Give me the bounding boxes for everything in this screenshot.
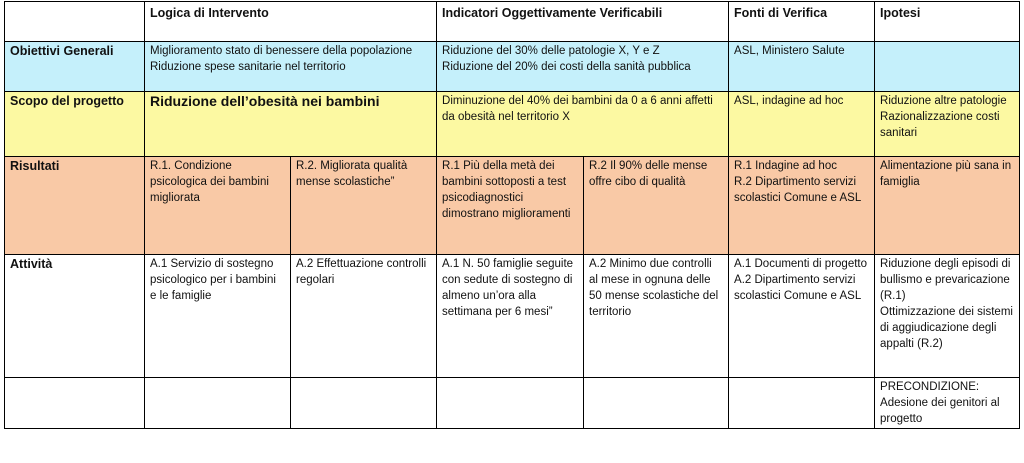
attivita-logica-a2: A.2 Effettuazione controlli regolari xyxy=(291,255,437,378)
row-risultati xyxy=(5,157,1020,255)
row-label-obiettivi: Obiettivi Generali xyxy=(5,42,145,92)
scopo-fonti: ASL, indagine ad hoc xyxy=(729,92,875,157)
header-row xyxy=(5,2,1020,42)
empty-cell xyxy=(584,378,729,429)
row-label-risultati: Risultati xyxy=(5,157,145,255)
risultati-indicatori-r2: R.2 Il 90% delle mense offre cibo di qualità xyxy=(584,157,729,255)
empty-cell xyxy=(145,378,291,429)
row-obiettivi-generali xyxy=(5,42,1020,92)
row-precondizione xyxy=(5,378,1020,429)
logframe-sheet xyxy=(4,1,1020,429)
empty-cell xyxy=(291,378,437,429)
empty-cell xyxy=(729,378,875,429)
obiettivi-indicatori-line: Riduzione del 30% delle patologie X, Y e Z xyxy=(442,45,660,57)
risultati-indicatori-r1: R.1 Più della metà dei bambini sottoposti a test psicodiagnostici dimostrano miglioramenti xyxy=(437,157,584,255)
obiettivi-fonti xyxy=(729,42,875,92)
attivita-ipotesi-line: Ottimizzazione dei sistemi di aggiudicazione degli appalti (R.2) xyxy=(880,306,1013,350)
header-indicatori: Indicatori Oggettivamente Verificabili xyxy=(437,2,729,42)
risultati-logica-r1: R.1. Condizione psicologica dei bambini migliorata xyxy=(145,157,291,255)
attivita-fonti xyxy=(729,255,875,378)
attivita-indicatori-a2: A.2 Minimo due controlli al mese in ognuna delle 50 mense scolastiche del territorio xyxy=(584,255,729,378)
attivita-fonti-line: A.2 Dipartimento servizi scolastici Comune e ASL xyxy=(734,274,862,302)
row-label-scopo: Scopo del progetto xyxy=(5,92,145,157)
attivita-logica-a1: A.1 Servizio di sostegno psicologico per i bambini e le famiglie xyxy=(145,255,291,378)
risultati-logica-r2: R.2. Migliorata qualità mense scolastiche” xyxy=(291,157,437,255)
attivita-indicatori-a1: A.1 N. 50 famiglie seguite con sedute di sostegno di almeno un’ora alla settimana per 6 mesi” xyxy=(437,255,584,378)
row-label-attivita: Attività xyxy=(5,255,145,378)
empty-cell xyxy=(437,378,584,429)
scopo-indicatori: Diminuzione del 40% dei bambini da 0 a 6 anni affetti da obesità nel territorio X xyxy=(437,92,729,157)
risultati-fonti xyxy=(729,157,875,255)
attivita-ipotesi-line: Riduzione degli episodi di bullismo e prevaricazione (R.1) xyxy=(880,258,1011,302)
obiettivi-fonti-line: ASL, Ministero Salute xyxy=(734,45,845,57)
obiettivi-logica-line: Miglioramento stato di benessere della popolazione xyxy=(150,45,413,57)
row-attivita xyxy=(5,255,1020,378)
attivita-fonti-line: A.1 Documenti di progetto xyxy=(734,258,867,270)
header-fonti: Fonti di Verifica xyxy=(729,2,875,42)
obiettivi-logica-line: Riduzione spese sanitarie nel territorio xyxy=(150,61,346,73)
header-corner xyxy=(5,2,145,42)
obiettivi-indicatori-line: Riduzione del 20% dei costi della sanità pubblica xyxy=(442,61,691,73)
obiettivi-ipotesi xyxy=(875,42,1020,92)
scopo-ipotesi-line: Riduzione altre patologie xyxy=(880,95,1007,107)
empty-cell xyxy=(5,378,145,429)
risultati-ipotesi: Alimentazione più sana in famiglia xyxy=(875,157,1020,255)
risultati-fonti-line: R.1 Indagine ad hoc xyxy=(734,160,837,172)
logical-framework-table xyxy=(4,1,1020,429)
scopo-ipotesi xyxy=(875,92,1020,157)
header-logica: Logica di Intervento xyxy=(145,2,437,42)
obiettivi-logica xyxy=(145,42,437,92)
precondizione-ipotesi: PRECONDIZIONE: Adesione dei genitori al progetto xyxy=(875,378,1020,429)
row-scopo xyxy=(5,92,1020,157)
risultati-fonti-line: R.2 Dipartimento servizi scolastici Comune e ASL xyxy=(734,176,862,204)
attivita-ipotesi xyxy=(875,255,1020,378)
scopo-logica: Riduzione dell’obesità nei bambini xyxy=(145,92,437,157)
obiettivi-indicatori xyxy=(437,42,729,92)
header-ipotesi: Ipotesi xyxy=(875,2,1020,42)
scopo-ipotesi-line: Razionalizzazione costi sanitari xyxy=(880,111,1000,139)
